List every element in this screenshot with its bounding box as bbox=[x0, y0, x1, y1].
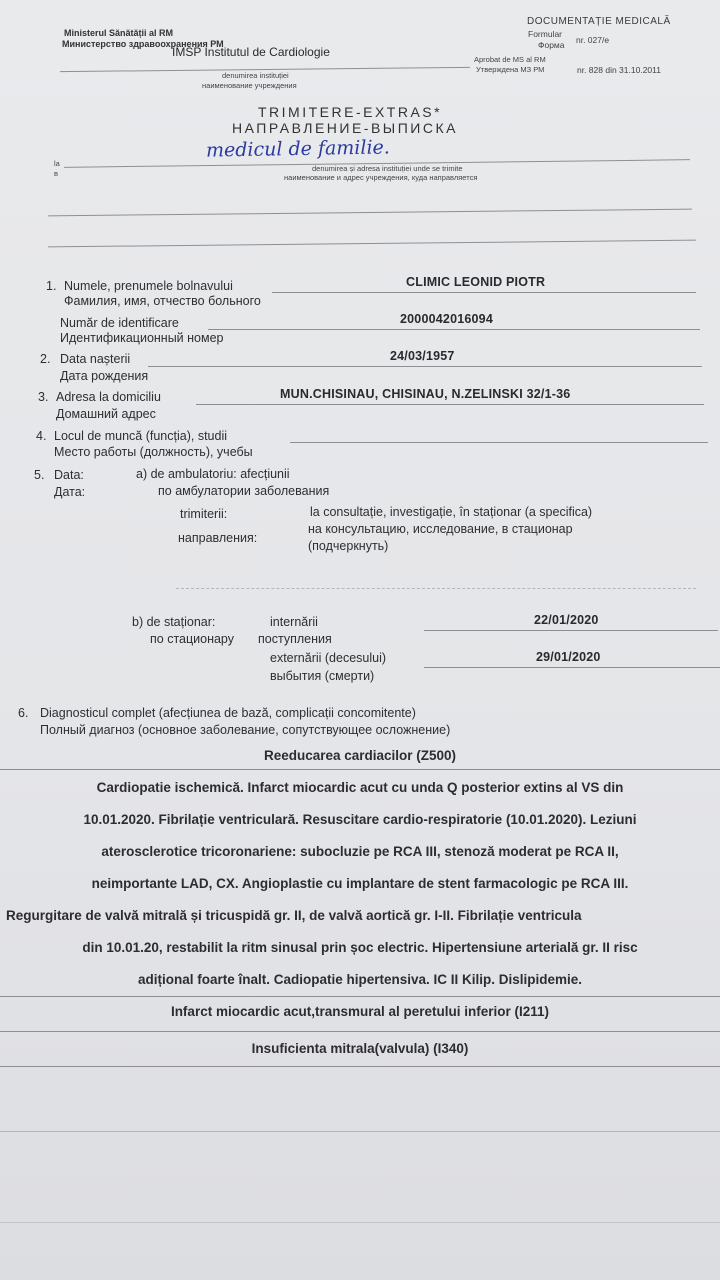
field-1-label-ro: Numele, prenumele bolnavului bbox=[64, 279, 233, 293]
admission-label-ru: поступления bbox=[258, 632, 332, 646]
field-3-label-ro: Adresa la domiciliu bbox=[56, 390, 161, 404]
consult-label-ru: на консультацию, исследование, в стационар bbox=[308, 522, 573, 536]
destination-prefix-ru: в bbox=[54, 169, 58, 178]
field-4-label-ro: Locul de muncă (funcția), studii bbox=[54, 429, 228, 443]
field-2-label-ro: Data nașterii bbox=[60, 352, 131, 366]
ambulatory-label-ru: по амбулатории заболевания bbox=[158, 484, 330, 498]
formular-ro: Formular bbox=[528, 29, 563, 39]
destination-caption-ru: наименование и адрес учреждения, куда направляется bbox=[284, 173, 478, 182]
home-address: MUN.CHISINAU, CHISINAU, N.ZELINSKI 32/1-36 bbox=[280, 387, 571, 401]
admission-label-ro: internării bbox=[270, 615, 318, 629]
blank-line-bottom bbox=[0, 1131, 720, 1132]
referral-label-ro: trimiterii: bbox=[180, 507, 228, 521]
birth-date: 24/03/1957 bbox=[390, 349, 455, 363]
diagnosis-line: Cardiopatie ischemică. Infarct miocardic acut cu unda Q posterior extins al VS din bbox=[96, 780, 624, 795]
field-6-number: 6. bbox=[18, 706, 29, 720]
id-line bbox=[208, 329, 700, 330]
order-number: nr. 828 din 31.10.2011 bbox=[577, 65, 661, 75]
form-ru: Форма bbox=[538, 40, 565, 50]
main-diagnosis-line bbox=[0, 769, 720, 770]
ministry-ru: Министерство здравоохранения РМ bbox=[62, 39, 224, 49]
diagnosis-body bbox=[0, 778, 720, 990]
secondary-diagnosis-1: Infarct miocardic acut,transmural al peretului inferior (I211) bbox=[170, 1004, 550, 1019]
field-2-number: 2. bbox=[40, 352, 51, 366]
blank-line-bottom-2 bbox=[0, 1222, 720, 1223]
secondary-diagnosis-1-line bbox=[0, 1031, 720, 1032]
id-label-ru: Идентификационный номер bbox=[60, 331, 224, 345]
field-3-label-ru: Домашний адрес bbox=[56, 407, 156, 421]
hospital-label-ro: b) de staționar: bbox=[132, 615, 216, 629]
admission-date: 22/01/2020 bbox=[534, 613, 599, 627]
diagnosis-line: neimportante LAD, CX. Angioplastie cu implantare de stent farmacologic pe RCA III. bbox=[91, 876, 629, 891]
hospital-label-ru: по стационару bbox=[150, 632, 234, 646]
referral-label-ru: направления: bbox=[178, 531, 258, 545]
id-label-ro: Număr de identificare bbox=[60, 316, 179, 330]
field-6-label-ru: Полный диагноз (основное заболевание, сопутствующее осложнение) bbox=[40, 723, 451, 737]
secondary-diagnosis-2: Insuficienta mitrala(valvula) (I340) bbox=[251, 1041, 469, 1056]
diagnosis-line: 10.01.2020. Fibrilație ventriculară. Resuscitare cardio-respiratorie (10.01.2020). Leziuni bbox=[83, 812, 637, 827]
destination-caption-ro: denumirea și adresa instituției unde se trimite bbox=[312, 164, 463, 173]
admission-line bbox=[424, 630, 718, 631]
field-5-label-ru: Дата: bbox=[54, 485, 86, 499]
diagnosis-line: aterosclerotice tricoronariene: subocluzie pe RCA III, stenoză moderat pe RCA II, bbox=[101, 844, 619, 859]
field-2-label-ru: Дата рождения bbox=[60, 369, 149, 383]
address-line bbox=[196, 404, 704, 405]
diagnosis-line: Regurgitare de valvă mitrală și tricuspidă gr. II, de valvă aortică gr. I-II. Fibrilație ventricula bbox=[6, 908, 582, 923]
id-value: 2000042016094 bbox=[400, 312, 493, 326]
destination-prefix-ro: la bbox=[54, 159, 60, 168]
destination-handwritten: medicul de familie. bbox=[205, 136, 391, 162]
consult-label-ro: la consultație, investigație, în staționar (a specifica) bbox=[310, 505, 593, 519]
discharge-label-ro: externării (decesului) bbox=[270, 651, 387, 665]
birth-date-line bbox=[148, 366, 702, 367]
institution-caption-ru: наименование учреждения bbox=[202, 81, 297, 90]
discharge-label-ru: выбытия (смерти) bbox=[270, 669, 375, 683]
discharge-line bbox=[424, 667, 720, 668]
main-diagnosis: Reeducarea cardiacilor (Z500) bbox=[263, 748, 457, 763]
ambulatory-date-line bbox=[176, 588, 696, 589]
title-ro: TRIMITERE-EXTRAS* bbox=[258, 104, 443, 120]
approved-ro: Aprobat de MS al RM bbox=[474, 55, 546, 64]
ambulatory-label-ro: a) de ambulatoriu: afecțiunii bbox=[136, 467, 290, 481]
ministry-ro: Ministerul Sănătății al RM bbox=[64, 28, 174, 38]
doc-type: DOCUMENTAȚIE MEDICALĂ bbox=[527, 16, 671, 27]
discharge-date: 29/01/2020 bbox=[536, 650, 601, 664]
secondary-diagnosis-2-line bbox=[0, 1066, 720, 1067]
field-4-number: 4. bbox=[36, 429, 47, 443]
field-5-label-ro: Data: bbox=[54, 468, 84, 482]
form-number: nr. 027/e bbox=[576, 35, 610, 45]
field-5-number: 5. bbox=[34, 468, 45, 482]
consult-label-ru-2: (подчеркнуть) bbox=[308, 539, 389, 553]
blank-line-2 bbox=[48, 240, 696, 248]
diagnosis-line: din 10.01.20, restabilit la ritm sinusal prin șoc electric. Hipertensiune arterială gr. II risc bbox=[82, 940, 638, 955]
field-6-label-ro: Diagnosticul complet (afecțiunea de bază, complicații concomitente) bbox=[40, 706, 416, 720]
institution-caption-ro: denumirea instituției bbox=[222, 71, 289, 80]
workplace-line bbox=[290, 442, 708, 443]
approved-ru: Утверждена МЗ РМ bbox=[476, 65, 545, 74]
field-1-label-ru: Фамилия, имя, отчество больного bbox=[64, 294, 261, 308]
field-1-number: 1. bbox=[46, 279, 57, 293]
title-ru: НАПРАВЛЕНИЕ-ВЫПИСКА bbox=[232, 120, 458, 136]
patient-name: CLIMIC LEONID PIOTR bbox=[406, 275, 546, 289]
diagnosis-body-line bbox=[0, 996, 720, 997]
institution-name: IMSP Institutul de Cardiologie bbox=[172, 45, 330, 59]
field-3-number: 3. bbox=[38, 390, 49, 404]
diagnosis-line: adițional foarte înalt. Cadiopatie hipertensiva. IC II Kilip. Dislipidemie. bbox=[137, 972, 583, 987]
field-4-label-ru: Место работы (должность), учебы bbox=[54, 445, 253, 459]
blank-line-1 bbox=[48, 209, 692, 217]
patient-name-line bbox=[272, 292, 696, 293]
